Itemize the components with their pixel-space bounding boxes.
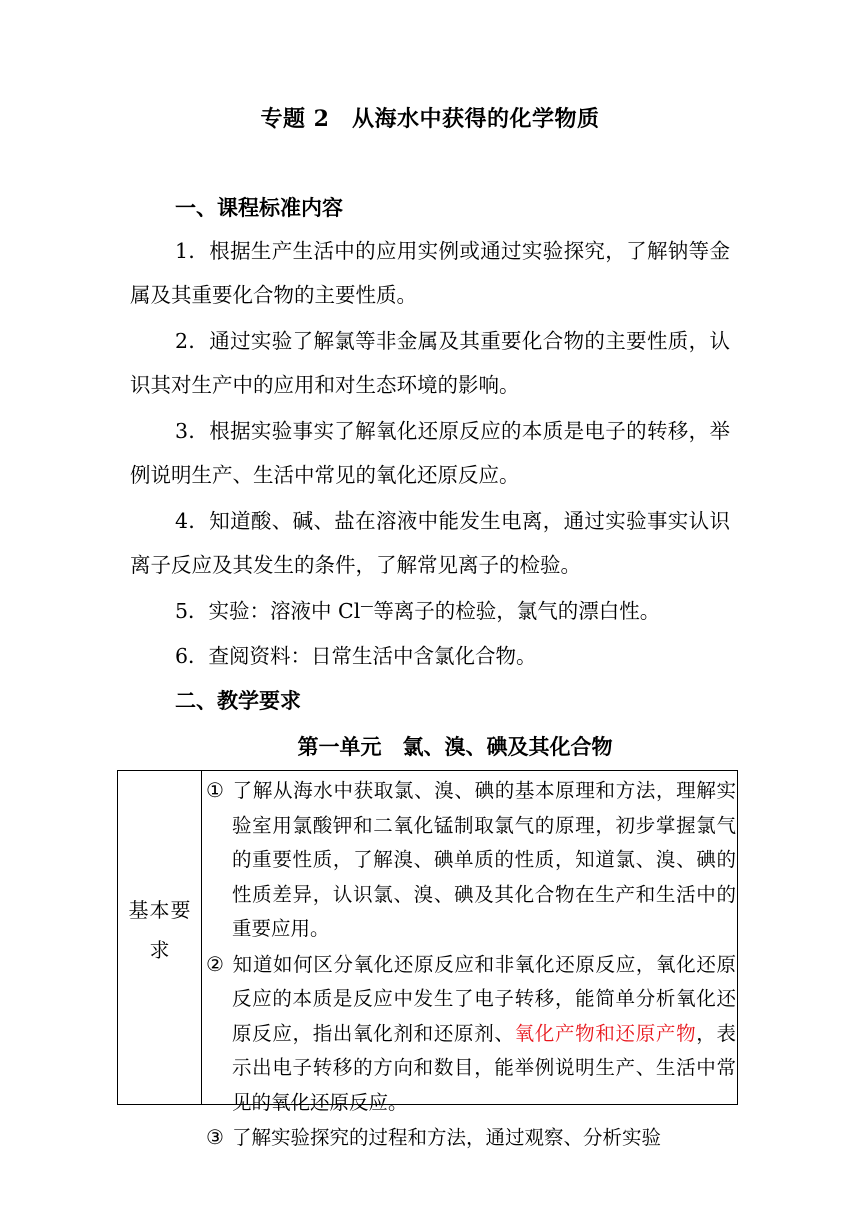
- circled-number-3: ③: [206, 1125, 224, 1149]
- requirements-content: [206, 771, 736, 1154]
- curriculum-item-5-suffix: 等离子的检验，氯气的漂白性。: [373, 599, 661, 623]
- circled-number-1: ①: [206, 778, 224, 802]
- page-title: 专题 2 从海水中获得的化学物质: [260, 106, 600, 132]
- requirement-item-2-text-b: ，表示出电子转移的方向和数目，能举例说明生产、生活中常见的氧化还原反应。: [232, 1021, 736, 1114]
- curriculum-item-5: [130, 589, 730, 633]
- section-heading-curriculum: 一、课程标准内容: [175, 195, 343, 220]
- requirement-item-3: [206, 1120, 736, 1156]
- requirement-item-1: [206, 773, 736, 947]
- curriculum-item-6: 6．查阅资料：日常生活中含氯化合物。: [175, 644, 537, 668]
- curriculum-item-2: 2．通过实验了解氯等非金属及其重要化合物的主要性质，认识其对生产中的应用和对生态环境的影响。: [130, 329, 730, 397]
- circled-number-2: ②: [206, 951, 224, 976]
- unit-title: 第一单元 氯、溴、碘及其化合物: [297, 734, 613, 759]
- requirement-item-1-text: 了解从海水中获取氯、溴、碘的基本原理和方法，理解实验室用氯酸钾和二氧化锰制取氯气的原理，初步掌握氯气的重要性质，了解溴、碘单质的性质，知道氯、溴、碘的性质差异，认识氯、溴、碘及其化合物在生产和生活中的重要应用。: [232, 779, 736, 940]
- requirements-table: [117, 770, 738, 1149]
- chloride-charge: —: [360, 599, 374, 615]
- requirements-label-cell: [118, 771, 202, 1104]
- curriculum-item-3: 3．根据实验事实了解氧化还原反应的本质是电子的转移，举例说明生产、生活中常见的氧化还原反应。: [130, 419, 730, 487]
- curriculum-item-1: 1．根据生产生活中的应用实例或通过实验探究，了解钠等金属及其重要化合物的主要性质。: [130, 239, 730, 307]
- requirement-item-2: [206, 947, 736, 1121]
- section-heading-teaching: 二、教学要求: [175, 688, 301, 713]
- requirements-label: 基本要求: [128, 898, 192, 962]
- curriculum-item-5-prefix: 5．实验：溶液中 Cl: [175, 599, 361, 623]
- curriculum-item-4: 4．知道酸、碱、盐在溶液中能发生电离，通过实验事实认识离子反应及其发生的条件，了解常见离子的检验。: [130, 509, 730, 577]
- requirement-item-2-text-a: 知道如何区分氧化还原反应和非氧化还原反应，氧化还原反应的本质是反应中发生了电子转移，能简单分析氧化还原反应，指出氧化剂和还原剂、: [232, 952, 736, 1045]
- requirement-item-3-text: 了解实验探究的过程和方法，通过观察、分析实验: [232, 1126, 662, 1149]
- requirement-item-2-highlight: 氧化产物和还原产物: [514, 1021, 697, 1045]
